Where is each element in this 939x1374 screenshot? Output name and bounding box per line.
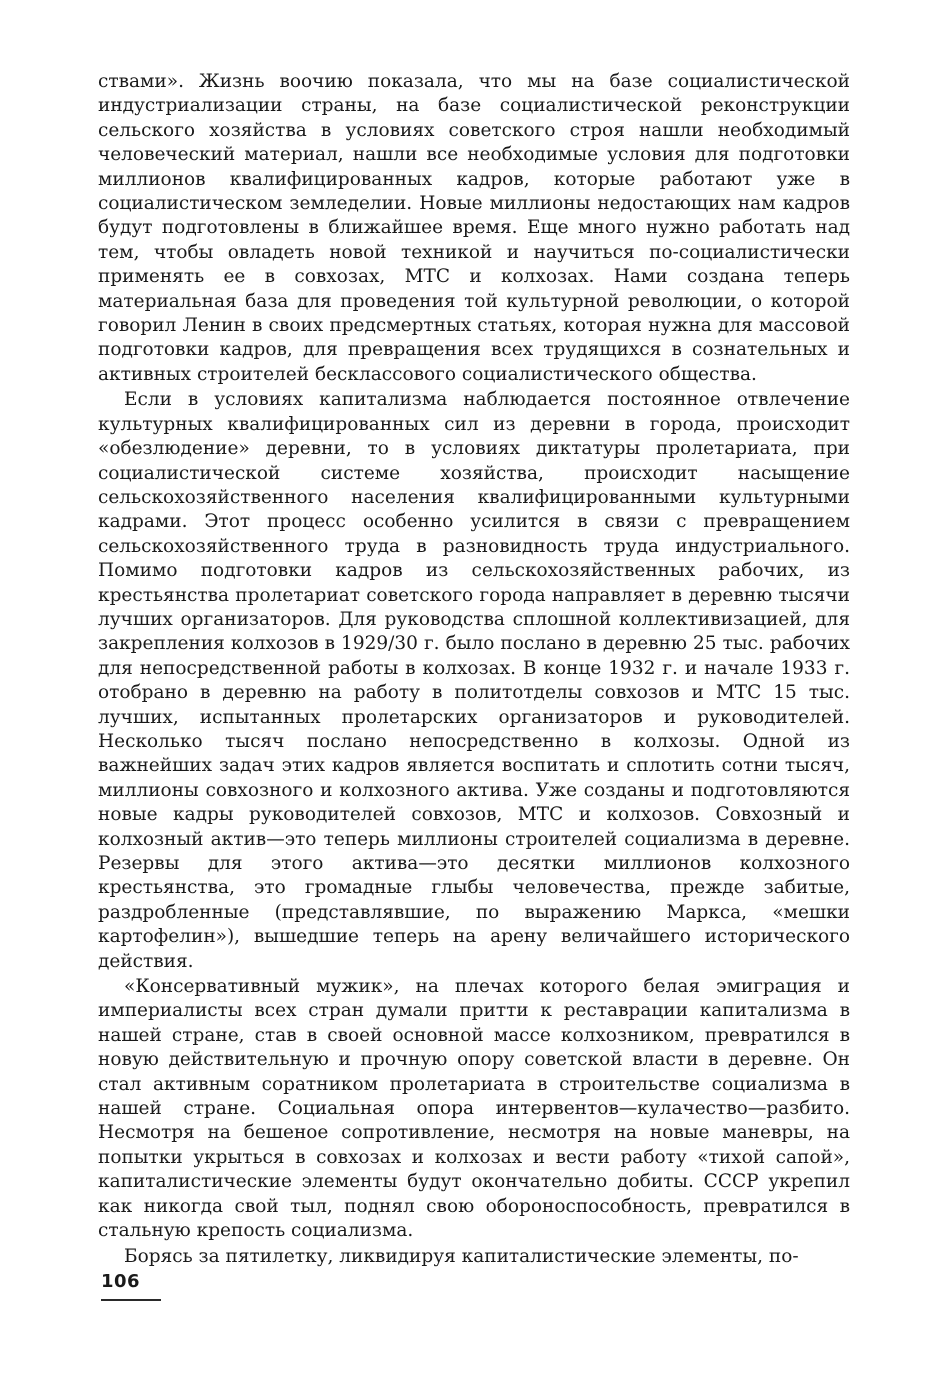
paragraph-3: «Консервативный мужик», на плечах которого белая эмиграция и империалисты всех стран думали притти к реставрации капитализма в нашей стране, став в своей основной массе колхозником, превратился в новую действительную и прочную опору советской власти в деревне. Он стал активным соратником пролетариата в строительстве социализма в нашей стране. Социальная опора интервентов—кулачество—разбито. Несмотря на бешеное сопротивление, несмотря на новые маневры, на попытки укрыться в совхозах и колхозах и вести работу «тихой сапой», капиталистические элементы будут окончательно добиты. СССР укрепил как никогда свой тыл, поднял свою обороноспособность, превратился в стальную крепость социализма. (98, 976, 850, 1242)
paragraph-4: Борясь за пятилетку, ликвидируя капиталистические элементы, по- (124, 1245, 799, 1267)
page-body (98, 70, 850, 1269)
page-number-underline (101, 1299, 161, 1301)
paragraph-1: ствами». Жизнь воочию показала, что мы на базе социалистической индустриализации страны, на базе социалистической реконструкции сельского хозяйства в условиях советского строя нашли необходимый человеческий материал, нашли все необходимые условия для подготовки миллионов квалифицированных кадров, которые работают уже в социалистическом земледелии. Новые миллионы недостающих нам кадров будут подготовлены в ближайшее время. Еще много нужно работать над тем, чтобы овладеть новой техникой и научиться по-социалистически применять ее в совхозах, МТС и колхозах. Нами создана теперь материальная база для проведения той культурной революции, о которой говорил Ленин в своих предсмертных статьях, которая нужна для массовой подготовки кадров, для превращения всех трудящихся в сознательных и активных строителей бесклассового социалистического общества. (98, 71, 850, 385)
page-number: 106 (101, 1271, 141, 1292)
paragraph-2: Если в условиях капитализма наблюдается постоянное отвлечение культурных квалифицированных сил из деревни в города, происходит «обезлюдение» деревни, то в условиях диктатуры пролетариата, при социалистической системе хозяйства, происходит насыщение сельскохозяйственного населения квалифицированными культурными кадрами. Этот процесс особенно усилится в связи с превращением сельскохозяйственного труда в разновидность труда индустриального. Помимо подготовки кадров из сельскохозяйственных рабочих, из крестьянства пролетариат советского города направляет в деревню тысячи лучших организаторов. Для руководства сплошной коллективизацией, для закрепления колхозов в 1929/30 г. было послано в деревню 25 тыс. рабочих для непосредственной работы в колхозах. В конце 1932 г. и начале 1933 г. отобрано в деревню на работу в политотделы совхозов и МТС 15 тыс. лучших, испытанных пролетарских организаторов и руководителей. Несколько тысяч послано непосредственно в колхозы. Одной из важнейших задач этих кадров является воспитать и сплотить сотни тысяч, миллионы совхозного и колхозного актива. Уже созданы и подготовляются новые кадры руководителей совхозов, МТС и колхозов. Совхозный и колхозный актив—это теперь миллионы строителей социализма в деревне. Резервы для этого актива—это десятки миллионов колхозного крестьянства, это громадные глыбы человечества, прежде забитые, раздробленные (представлявшие, по выражению Маркса, «мешки картофелин»), вышедшие теперь на арену величайшего исторического действия. (98, 389, 850, 972)
